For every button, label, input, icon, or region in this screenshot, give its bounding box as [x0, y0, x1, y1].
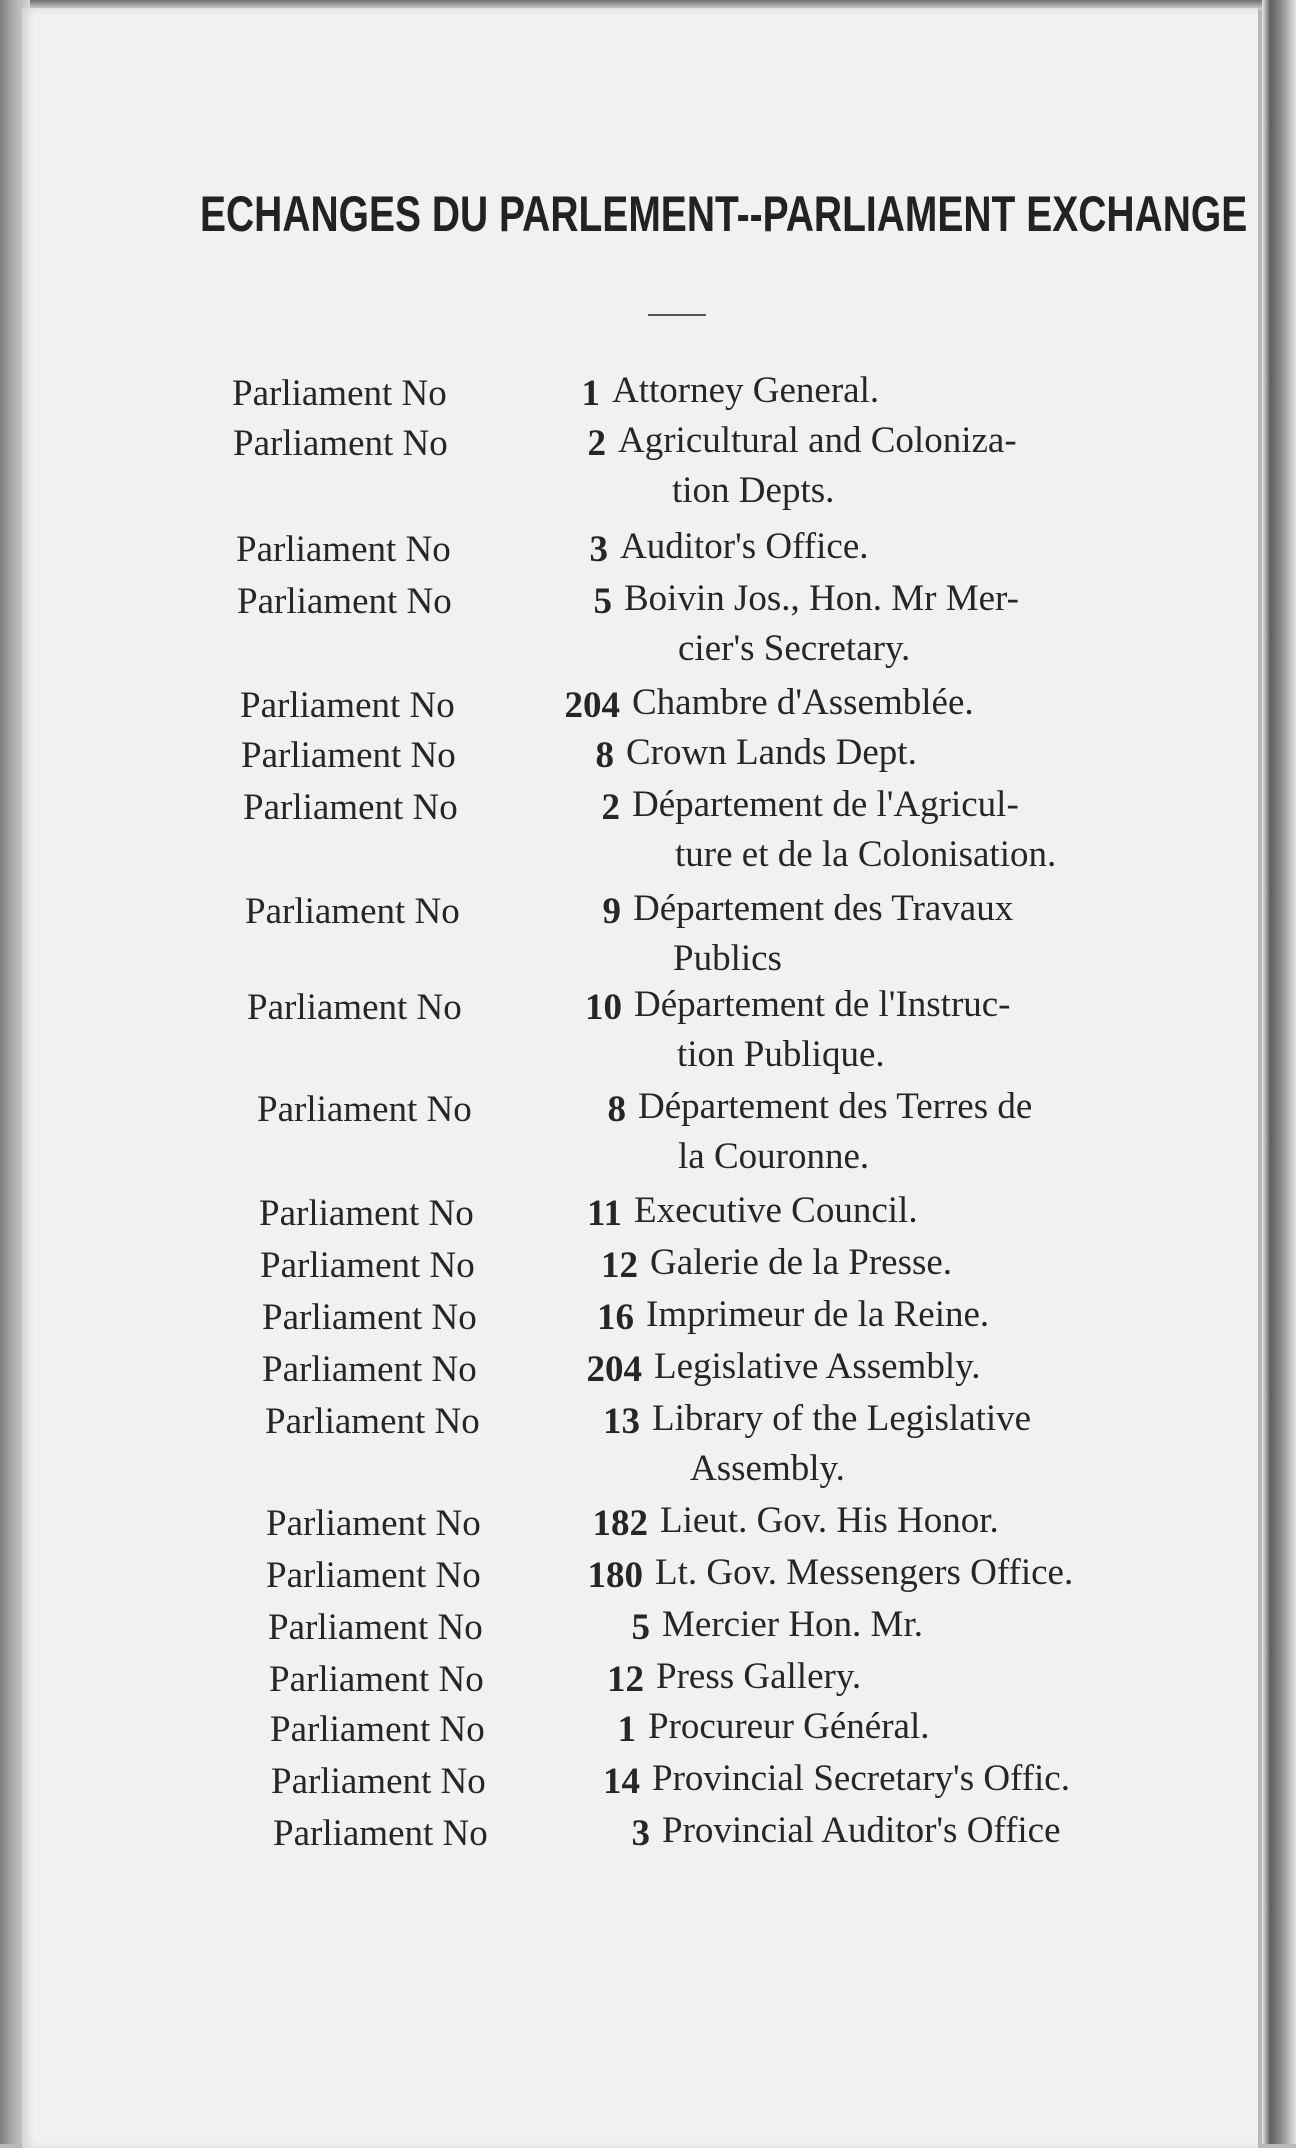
entry-description: Agricultural and Coloniza- [618, 420, 1017, 461]
entry-label: Parliament No [260, 1245, 475, 1286]
exchange-entry [0, 1400, 1296, 1500]
exchange-entry [0, 1192, 1296, 1242]
entry-description: Imprimeur de la Reine. [646, 1294, 990, 1335]
entry-label: Parliament No [240, 685, 455, 726]
exchange-entry [0, 786, 1296, 886]
entry-description-continued: cier's Secretary. [678, 628, 911, 669]
entry-description: Lt. Gov. Messengers Office. [655, 1552, 1074, 1593]
entry-description: Provincial Auditor's Office [662, 1810, 1061, 1851]
entry-number: 8 [607, 1089, 626, 1130]
entry-description-continued: tion Depts. [672, 470, 835, 511]
entry-description: Crown Lands Dept. [626, 732, 917, 773]
entry-description: Library of the Legislative [652, 1398, 1032, 1439]
entry-label: Parliament No [266, 1555, 481, 1596]
entry-number: 204 [564, 685, 620, 726]
entry-number: 1 [617, 1709, 636, 1750]
exchange-entry [0, 1244, 1296, 1294]
entry-number: 9 [602, 891, 621, 932]
entry-label: Parliament No [237, 581, 452, 622]
entry-description-continued: tion Publique. [677, 1034, 885, 1075]
exchange-entry [0, 890, 1296, 990]
exchange-entry [0, 684, 1296, 734]
entry-number: 8 [595, 735, 614, 776]
entry-label: Parliament No [259, 1193, 474, 1234]
entry-number: 12 [601, 1245, 638, 1286]
entry-description: Auditor's Office. [620, 526, 869, 567]
entry-number: 10 [585, 987, 622, 1028]
entry-number: 3 [589, 529, 608, 570]
entry-description: Département des Travaux [633, 888, 1014, 929]
entry-description: Mercier Hon. Mr. [662, 1604, 923, 1645]
entry-label: Parliament No [243, 787, 458, 828]
entry-number: 5 [593, 581, 612, 622]
entry-description: Provincial Secretary's Offic. [652, 1758, 1070, 1799]
entry-description: Département de l'Agricul- [632, 784, 1019, 825]
entry-description: Attorney General. [612, 370, 880, 411]
entry-number: 16 [597, 1297, 634, 1338]
entry-number: 3 [631, 1813, 650, 1854]
exchange-entry [0, 372, 1296, 422]
entry-number: 182 [592, 1503, 648, 1544]
entry-label: Parliament No [273, 1813, 488, 1854]
exchange-entry [0, 986, 1296, 1086]
exchange-entry [0, 1554, 1296, 1604]
entry-label: Parliament No [232, 373, 447, 414]
entry-label: Parliament No [269, 1659, 484, 1700]
entry-label: Parliament No [268, 1607, 483, 1648]
entry-number: 2 [587, 423, 606, 464]
exchange-entry [0, 1708, 1296, 1758]
entry-description: Chambre d'Assemblée. [632, 682, 974, 723]
entry-description-continued: ture et de la Colonisation. [675, 834, 1057, 875]
entry-description-continued: la Couronne. [678, 1136, 870, 1177]
entry-number: 11 [587, 1193, 622, 1234]
exchange-entry [0, 528, 1296, 578]
entry-number: 14 [603, 1761, 640, 1802]
page-title: ECHANGES DU PARLEMENT--PARLIAMENT EXCHANGE [200, 186, 1248, 242]
entry-description: Executive Council. [634, 1190, 918, 1231]
entry-description: Press Gallery. [656, 1656, 862, 1697]
exchange-entry [0, 1658, 1296, 1708]
entry-number: 204 [586, 1349, 642, 1390]
exchange-entry [0, 1296, 1296, 1346]
entry-description: Lieut. Gov. His Honor. [660, 1500, 999, 1541]
entry-description: Legislative Assembly. [654, 1346, 981, 1387]
entry-number: 12 [607, 1659, 644, 1700]
entry-label: Parliament No [247, 987, 462, 1028]
entry-number: 2 [601, 787, 620, 828]
entry-description-continued: Publics [673, 938, 782, 979]
entry-number: 180 [587, 1555, 643, 1596]
entry-label: Parliament No [257, 1089, 472, 1130]
entry-label: Parliament No [265, 1401, 480, 1442]
entry-label: Parliament No [270, 1709, 485, 1750]
entry-description: Département de l'Instruc- [634, 984, 1011, 1025]
exchange-entry [0, 1348, 1296, 1398]
exchange-entry [0, 734, 1296, 784]
entry-number: 13 [603, 1401, 640, 1442]
entry-description-continued: Assembly. [690, 1448, 845, 1489]
entry-label: Parliament No [262, 1297, 477, 1338]
entry-number: 5 [631, 1607, 650, 1648]
exchange-entry [0, 422, 1296, 522]
entry-description: Boivin Jos., Hon. Mr Mer- [624, 578, 1019, 619]
entry-label: Parliament No [271, 1761, 486, 1802]
entry-description: Département des Terres de [638, 1086, 1033, 1127]
entry-label: Parliament No [236, 529, 451, 570]
entry-number: 1 [581, 373, 600, 414]
entry-description: Galerie de la Presse. [650, 1242, 953, 1283]
exchange-entry [0, 580, 1296, 680]
exchange-entry [0, 1088, 1296, 1188]
entry-label: Parliament No [241, 735, 456, 776]
entry-label: Parliament No [266, 1503, 481, 1544]
entry-label: Parliament No [233, 423, 448, 464]
entry-label: Parliament No [262, 1349, 477, 1390]
exchange-entry [0, 1606, 1296, 1656]
exchange-entry [0, 1502, 1296, 1552]
exchange-entry [0, 1812, 1296, 1862]
entry-description: Procureur Général. [648, 1706, 930, 1747]
entry-label: Parliament No [245, 891, 460, 932]
exchange-entry [0, 1760, 1296, 1810]
